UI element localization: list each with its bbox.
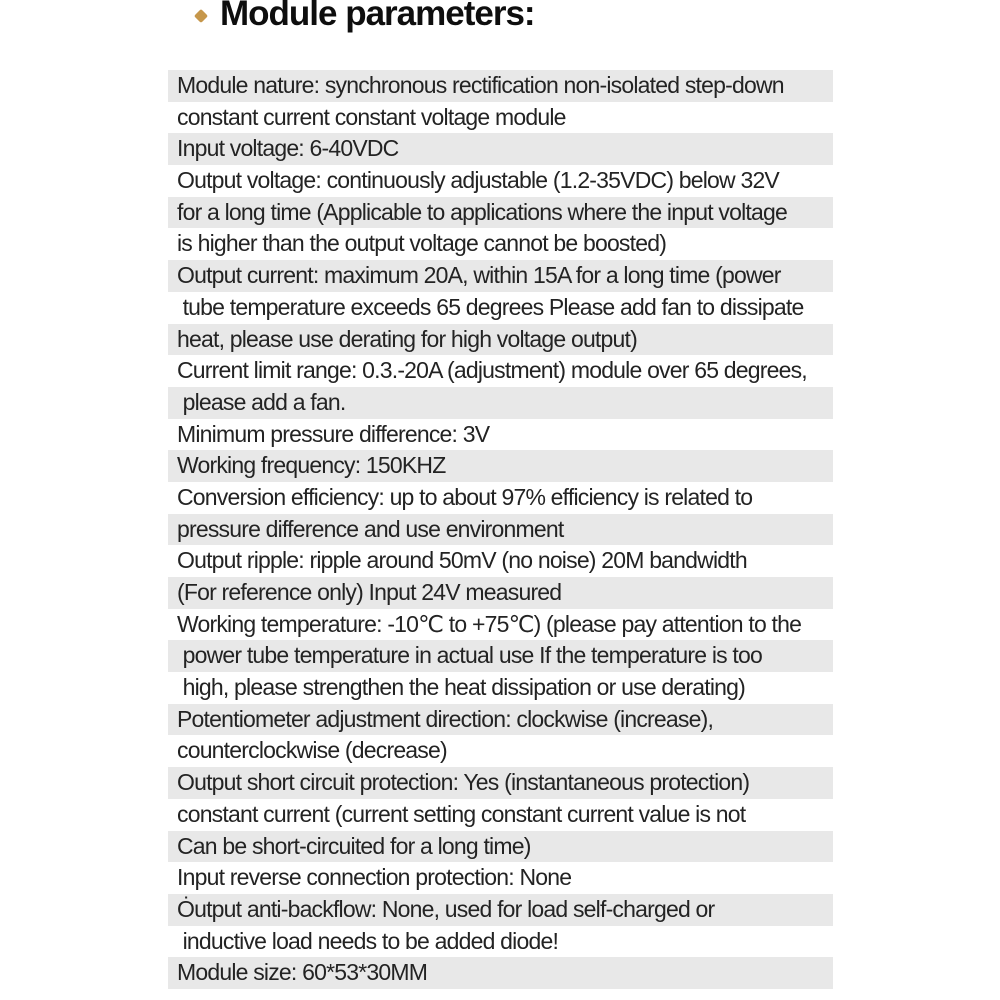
parameter-line: constant current (current setting constant current value is not [177, 800, 746, 827]
parameter-line: Output short circuit protection: Yes (instantaneous protection) [168, 767, 833, 799]
parameter-line: power tube temperature in actual use If the temperature is too [168, 640, 833, 672]
parameter-line: high, please strengthen the heat dissipation or use derating) [177, 674, 745, 701]
page-title: Module parameters: [220, 0, 535, 33]
parameter-line: Ȯutput anti-backflow: None, used for load self-charged or [168, 894, 833, 926]
parameter-line: Conversion efficiency: up to about 97% efficiency is related to [177, 483, 753, 510]
parameter-line: please add a fan. [168, 387, 833, 419]
parameter-line: Output current: maximum 20A, within 15A for a long time (power [168, 260, 833, 292]
parameter-line: Working frequency: 150KHZ [168, 450, 833, 482]
parameter-line: Working temperature: -10℃ to +75℃) (please pay attention to the [177, 610, 802, 637]
parameter-line: pressure difference and use environment [168, 514, 833, 546]
parameter-line: Minimum pressure difference: 3V [177, 420, 490, 447]
parameter-line: Output voltage: continuously adjustable (1.2-35VDC) below 32V [177, 167, 779, 194]
parameter-line: Current limit range: 0.3.-20A (adjustment) module over 65 degrees, [177, 357, 807, 384]
parameter-list [0, 70, 1000, 989]
parameter-line: for a long time (Applicable to applications where the input voltage [168, 197, 833, 229]
parameter-line: heat, please use derating for high voltage output) [168, 324, 833, 356]
parameter-line: Module nature: synchronous rectification non-isolated step-down [168, 70, 833, 102]
parameter-line: counterclockwise (decrease) [177, 737, 447, 764]
bullet-diamond-icon [194, 9, 208, 23]
parameter-line: Input reverse connection protection: None [177, 864, 572, 891]
parameter-line: Output ripple: ripple around 50mV (no noise) 20M bandwidth [177, 547, 747, 574]
header [0, 0, 1000, 44]
parameter-line: inductive load needs to be added diode! [177, 927, 559, 954]
parameter-line: is higher than the output voltage cannot be boosted) [177, 230, 667, 257]
parameter-line: Potentiometer adjustment direction: clockwise (increase), [168, 704, 833, 736]
parameter-line: constant current constant voltage module [177, 103, 566, 130]
parameter-line: tube temperature exceeds 65 degrees Please add fan to dissipate [177, 293, 804, 320]
parameter-line: (For reference only) Input 24V measured [168, 577, 833, 609]
parameter-line: Module size: 60*53*30MM [168, 957, 833, 989]
parameter-line: Can be short-circuited for a long time) [168, 831, 833, 863]
parameter-line: Input voltage: 6-40VDC [168, 133, 833, 165]
